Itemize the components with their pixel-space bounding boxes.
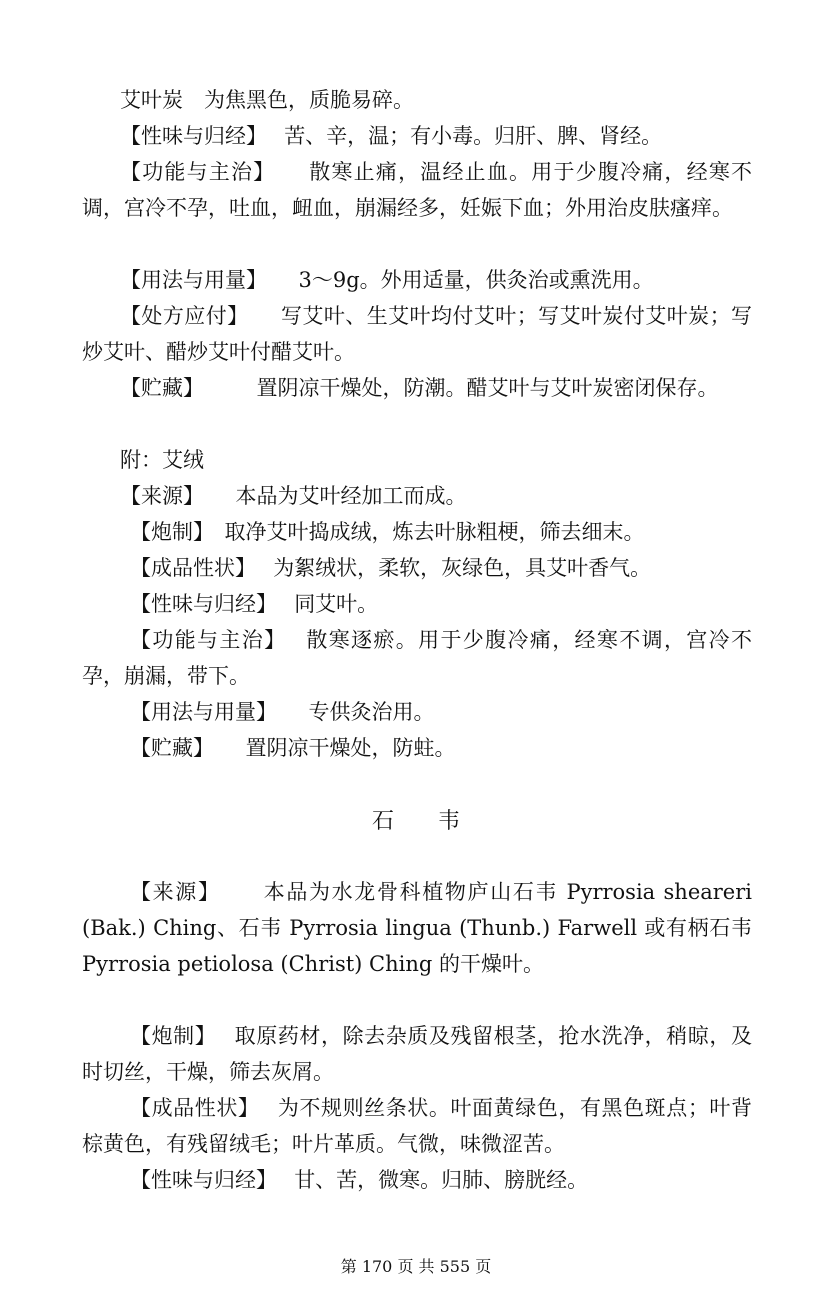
paragraph-text: 散寒止痛，温经止血。用于少腹冷痛，经寒不调，宫冷不孕，吐血，衄血，崩漏经多，妊娠下血；外用治皮肤瘙痒。	[82, 160, 753, 220]
paragraph-text: 置阴凉干燥处，防潮。醋艾叶与艾叶炭密闭保存。	[256, 376, 719, 400]
paragraph-text: 专供灸治用。	[308, 700, 435, 724]
paragraph-text: 甘、苦，微寒。归肺、膀胱经。	[294, 1168, 589, 1192]
paragraph-text: 3～9g。外用适量，供灸治或熏洗用。	[298, 268, 654, 292]
paragraph-text: 本品为艾叶经加工而成。	[235, 484, 467, 508]
section-label: 【成品性状】	[130, 556, 246, 580]
section-label: 【炮制】	[130, 1024, 206, 1048]
paragraph-text: 为絮绒状，柔软，灰绿色，具艾叶香气。	[273, 556, 652, 580]
paragraph-text: 附：艾绒	[120, 448, 204, 472]
paragraph-text: 置阴凉干燥处，防蛀。	[245, 736, 456, 760]
section-label: 【性味与归经】	[130, 1168, 267, 1192]
page-footer	[0, 1254, 832, 1277]
paragraph-xingwei-2	[82, 586, 752, 622]
paragraph-text: 为不规则丝条状。叶面黄绿色，有黑色斑点；叶背棕黄色，有残留绒毛；叶片革质。气微，味微涩苦。	[82, 1096, 753, 1156]
section-heading-text: 石 韦	[371, 809, 460, 834]
section-label: 【炮制】	[130, 520, 204, 544]
section-label: 【功能与主治】	[130, 628, 276, 652]
section-label: 【性味与归经】	[120, 124, 257, 148]
paragraph-laiyuan	[82, 478, 752, 514]
paragraph-yongfa-2	[82, 694, 752, 730]
paragraph-shiwei-chengpin	[82, 1090, 752, 1162]
section-label: 【性味与归经】	[130, 592, 267, 616]
paragraph-aiye-tan	[82, 82, 752, 118]
paragraph-fu-airong	[82, 442, 752, 478]
section-label: 【来源】	[120, 484, 194, 508]
paragraph-text: 艾叶炭 为焦黑色，质脆易碎。	[120, 88, 414, 112]
paragraph-gongneng	[82, 154, 752, 226]
section-label: 【贮藏】	[120, 376, 194, 400]
paragraph-text: 同艾叶。	[294, 592, 379, 616]
paragraph-gongneng-2	[82, 622, 752, 694]
section-label: 【贮藏】	[130, 736, 204, 760]
section-label: 【功能与主治】	[120, 160, 265, 184]
paragraph-text: 散寒逐瘀。用于少腹冷痛，经寒不调，宫冷不孕，崩漏，带下。	[82, 628, 753, 688]
page-number: 第 170 页 共 555 页	[340, 1257, 492, 1276]
paragraph-zhucang	[82, 370, 752, 406]
paragraph-text: 苦、辛，温；有小毒。归肝、脾、肾经。	[284, 124, 663, 148]
paragraph-chufang	[82, 298, 752, 370]
paragraph-text: 本品为水龙骨科植物庐山石韦 Pyrrosia sheareri (Bak.) Ching、石韦 Pyrrosia lingua (Thunb.) Farwell 或有柄石韦 Pyrrosia petiolosa (Christ) Ching 的干燥叶。	[82, 880, 752, 976]
section-heading	[0, 804, 832, 835]
paragraph-xingwei	[82, 118, 752, 154]
section-label: 【用法与用量】	[130, 700, 267, 724]
paragraph-text: 写艾叶、生艾叶均付艾叶；写艾叶炭付艾叶炭；写炒艾叶、醋炒艾叶付醋艾叶。	[82, 304, 753, 364]
paragraph-shiwei-laiyuan	[82, 874, 752, 982]
section-label: 【来源】	[130, 880, 211, 904]
section-label: 【用法与用量】	[120, 268, 257, 292]
section-label: 【处方应付】	[120, 304, 239, 328]
paragraph-paozhi	[82, 514, 752, 550]
section-label: 【成品性状】	[130, 1096, 249, 1120]
paragraph-text: 取净艾叶捣成绒，炼去叶脉粗梗，筛去细末。	[224, 520, 645, 544]
paragraph-zhucang-2	[82, 730, 752, 766]
paragraph-chengpin	[82, 550, 752, 586]
paragraph-yongfa	[82, 262, 752, 298]
paragraph-text: 取原药材，除去杂质及残留根茎，抢水洗净，稍晾，及时切丝，干燥，筛去灰屑。	[82, 1024, 753, 1084]
paragraph-shiwei-paozhi	[82, 1018, 752, 1090]
paragraph-shiwei-xingwei	[82, 1162, 752, 1198]
